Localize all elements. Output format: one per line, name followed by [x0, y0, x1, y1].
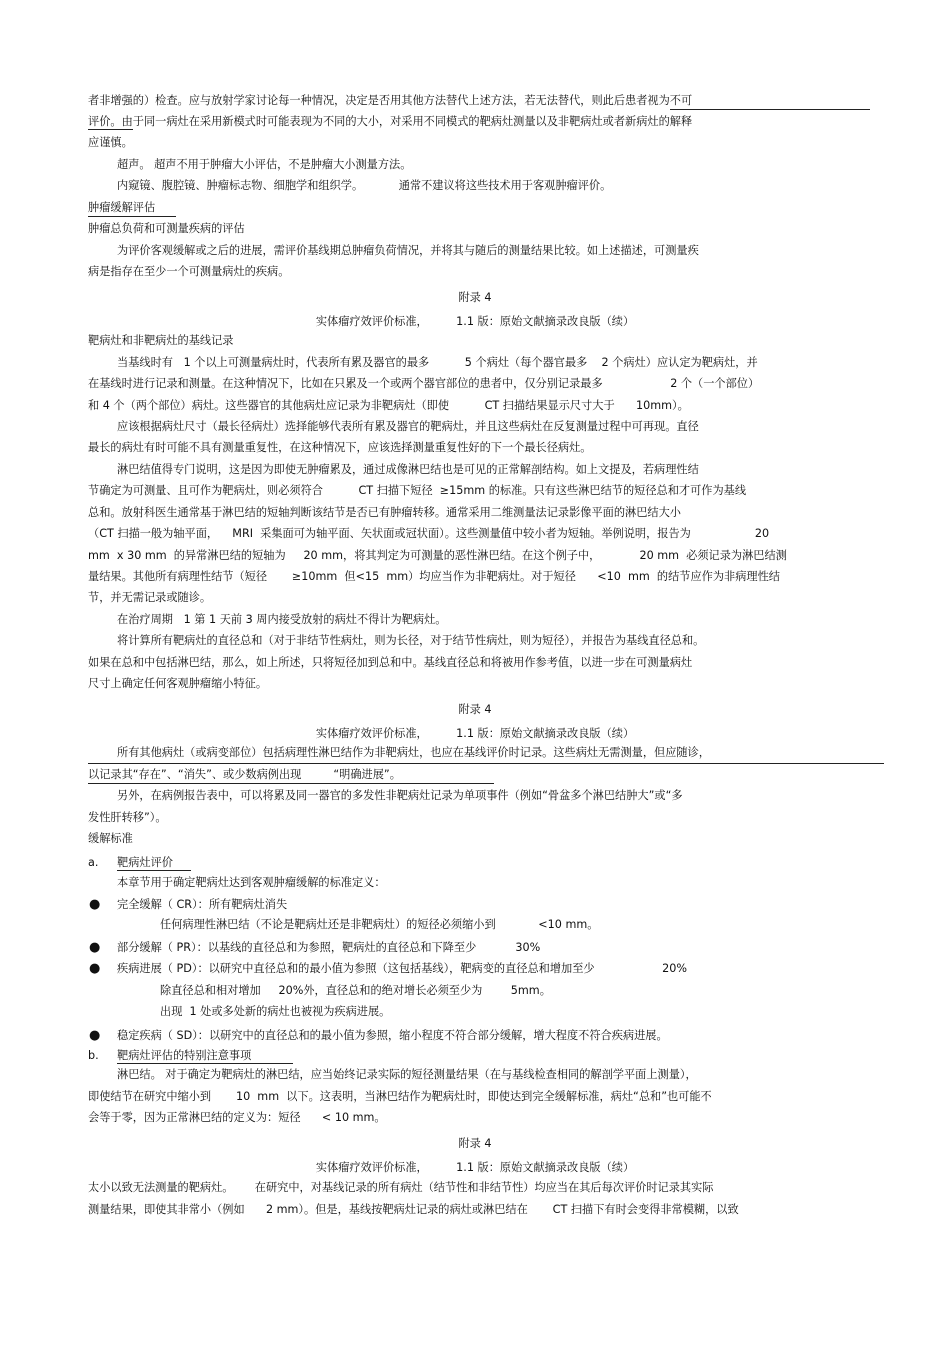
list-item: 稳定疾病（ SD）：以研究中的直径总和的最小值为参照，缩小程度不符合部分缓解，增大程度不符合疾病进展。 [117, 1029, 668, 1042]
bullet-icon: ● [89, 940, 101, 955]
body-text-line: 最长的病灶有时可能不具有测量重复性，在这种情况下，应该选择测量重复性好的下一个最长径病灶。 [88, 441, 592, 454]
body-text-line: 即使结节在研究中缩小到 10 mm 以下。这表明，当淋巴结作为靶病灶时，即使达到完全缓解标准，病灶“总和”也可能不 [88, 1090, 712, 1103]
body-text-line: 应该根据病灶尺寸（最长径病灶）选择能够代表所有累及器官的靶病灶，并且这些病灶在反复测量过程中可再现。直径 [117, 420, 699, 433]
body-text-line: 总和。放射科医生通常基于淋巴结的短轴判断该结节是否已有肿瘤转移。通常采用二维测量法记录影像平面的淋巴结大小 [88, 506, 681, 519]
list-item-detail: 任何病理性淋巴结（不论是靶病灶还是非靶病灶）的短径必须缩小到 <10 mm。 [160, 918, 599, 931]
body-text-line: 超声。 超声不用于肿瘤大小评估，不是肿瘤大小测量方法。 [117, 158, 412, 171]
body-text-line: 者非增强的）检查。应与放射学家讨论每一种情况，决定是否用其他方法替代上述方法，若无法替代，则此后患者视为不可 [88, 94, 693, 107]
body-text-line: 尺寸上确定任何客观肿瘤缩小特征。 [88, 677, 268, 690]
list-item-detail: 出现 1 处或多处新的病灶也被视为疾病进展。 [160, 1005, 391, 1018]
body-text-line: 所有其他病灶（或病变部位）包括病理性淋巴结作为非靶病灶，也应在基线评价时记录。这些病灶无需测量，但应随诊， [117, 746, 710, 759]
underline [88, 129, 133, 130]
bullet-icon: ● [89, 897, 101, 912]
bullet-icon: ● [89, 961, 101, 976]
appendix-title: 附录 4 [458, 703, 492, 716]
underline [117, 1063, 293, 1064]
body-text-line: 如果在总和中包括淋巴结，那么，如上所述，只将短径加到总和中。基线直径总和将被用作参考值，以进一步在可测量病灶 [88, 656, 693, 669]
body-text-line: 为评价客观缓解或之后的进展，需评价基线期总肿瘤负荷情况，并将其与随后的测量结果比较。如上述描述，可测量疾 [117, 244, 699, 257]
underline [88, 216, 176, 217]
body-text-line: 太小以致无法测量的靶病灶。 在研究中，对基线记录的所有病灶（结节性和非结节性）均应当在其后每次评价时记录其实际 [88, 1181, 714, 1194]
underline [117, 870, 191, 871]
underline [88, 783, 494, 784]
underline [670, 109, 870, 110]
subsection-heading: 肿瘤总负荷和可测量疾病的评估 [88, 222, 245, 235]
body-text-line: 病是指存在至少一个可测量病灶的疾病。 [88, 265, 290, 278]
body-text-line: （CT 扫描一般为轴平面， MRI 采集面可为轴平面、矢状面或冠状面）。这些测量值中较小者为短轴。举例说明，报告为 20 [88, 527, 770, 540]
body-text-line: mm x 30 mm 的异常淋巴结的短轴为 20 mm，将其判定为可测量的恶性淋巴结。在这个例子中， 20 mm 必须记录为淋巴结测 [88, 549, 787, 562]
list-marker: a. [88, 856, 99, 869]
list-item: 完全缓解（ CR）：所有靶病灶消失 [117, 898, 288, 911]
body-text-line: 将计算所有靶病灶的直径总和（对于非结节性病灶，则为长径，对于结节性病灶，则为短径），并报告为基线直径总和。 [117, 634, 705, 647]
body-text-line: 以记录其“存在”、“消失”、或少数病例出现 “明确进展”。 [88, 768, 401, 781]
section-heading: 肿瘤缓解评估 [88, 201, 156, 214]
body-text-line: 应谨慎。 [88, 136, 133, 149]
body-text-line: 节，并无需记录或随诊。 [88, 591, 212, 604]
subsection-heading: 靶病灶评价 [117, 856, 173, 869]
body-text-line: 和 4 个（两个部位）病灶。这些器官的其他病灶应记录为非靶病灶（即使 CT 扫描结果显示尺寸大于 10mm）。 [88, 399, 689, 412]
body-text-line: 本章节用于确定靶病灶达到客观肿瘤缓解的标准定义： [117, 876, 386, 889]
body-text-line: 内窥镜、腹腔镜、肿瘤标志物、细胞学和组织学。 通常不建议将这些技术用于客观肿瘤评价。 [117, 179, 612, 192]
body-text-line: 另外，在病例报告表中，可以将累及同一器官的多发性非靶病灶记录为单项事件（例如“骨盆多个淋巴结肿大”或“多 [117, 789, 683, 802]
body-text-line: 量结果。其他所有病理性结节（短径 ≥10mm 但<15 mm）均应当作为非靶病灶。对于短径 <10 mm 的结节应作为非病理性结 [88, 570, 780, 583]
list-item: 部分缓解（ PR）：以基线的直径总和为参照，靶病灶的直径总和下降至少 30% [117, 941, 541, 954]
subsection-heading: 靶病灶和非靶病灶的基线记录 [88, 334, 234, 347]
body-text-line: 在基线时进行记录和测量。在这种情况下，比如在只累及一个或两个器官部位的患者中，仅分别记录最多 2 个（一个部位） [88, 377, 760, 390]
subsection-heading: 靶病灶评估的特别注意事项 [117, 1049, 252, 1062]
body-text-line: 淋巴结。 对于确定为靶病灶的淋巴结，应当始终记录实际的短径测量结果（在与基线检查相同的解剖学平面上测量）， [117, 1068, 697, 1081]
list-item: 疾病进展（ PD）：以研究中直径总和的最小值为参照（这包括基线），靶病变的直径总和增加至少 20% [117, 962, 688, 975]
list-marker: b. [88, 1049, 99, 1062]
body-text-line: 淋巴结值得专门说明，这是因为即使无肿瘤累及，通过成像淋巴结也是可见的正常解剖结构。如上文提及，若病理性结 [117, 463, 699, 476]
body-text-line: 当基线时有 1 个以上可测量病灶时，代表所有累及器官的最多 5 个病灶（每个器官最多 2 个病灶）应认定为靶病灶，并 [117, 356, 758, 369]
body-text-line: 测量结果，即使其非常小（例如 2 mm）。但是，基线按靶病灶记录的病灶或淋巴结在 CT 扫描下有时会变得非常模糊，以致 [88, 1203, 739, 1216]
appendix-subtitle: 实体瘤疗效评价标准， 1.1 版：原始文献摘录改良版（续） [315, 1161, 635, 1174]
body-text-line: 评价。由于同一病灶在采用新模式时可能表现为不同的大小，对采用不同模式的靶病灶测量以及非靶病灶或者新病灶的解释 [88, 115, 693, 128]
body-text-line: 节确定为可测量、且可作为靶病灶，则必须符合 CT 扫描下短径 ≥15mm 的标准。只有这些淋巴结节的短径总和才可作为基线 [88, 484, 747, 497]
body-text-line: 发性肝转移”）。 [88, 811, 167, 824]
body-text-line: 在治疗周期 1 第 1 天前 3 周内接受放射的病灶不得计为靶病灶。 [117, 613, 447, 626]
section-heading: 缓解标准 [88, 832, 133, 845]
appendix-subtitle: 实体瘤疗效评价标准， 1.1 版：原始文献摘录改良版（续） [315, 315, 635, 328]
appendix-title: 附录 4 [458, 291, 492, 304]
list-item-detail: 除直径总和相对增加 20%外，直径总和的绝对增长必须至少为 5mm。 [160, 984, 551, 997]
bullet-icon: ● [89, 1028, 101, 1043]
body-text-line: 会等于零，因为正常淋巴结的定义为：短径 < 10 mm。 [88, 1111, 386, 1124]
underline [88, 763, 884, 764]
appendix-subtitle: 实体瘤疗效评价标准， 1.1 版：原始文献摘录改良版（续） [315, 727, 635, 740]
appendix-title: 附录 4 [458, 1137, 492, 1150]
